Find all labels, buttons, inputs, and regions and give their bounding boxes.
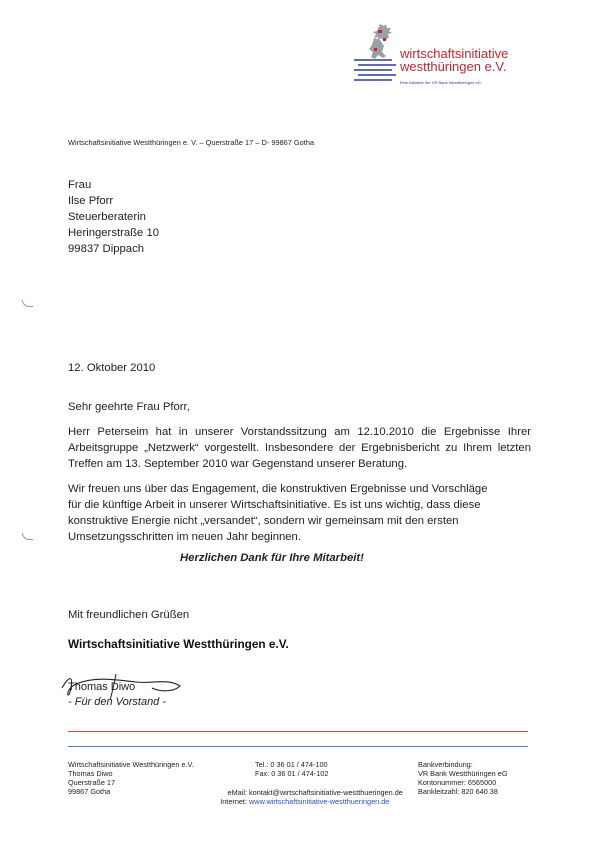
punch-hole-mark	[22, 533, 33, 540]
footer-bank	[418, 760, 508, 796]
logo-line-2: westthüringen e.V.	[400, 59, 507, 74]
footer-fax: Fax: 0 36 01 / 474-102	[255, 769, 329, 778]
punch-hole-mark	[22, 300, 33, 307]
closing-greeting: Mit freundlichen Grüßen	[68, 609, 190, 621]
internet-label: Internet:	[220, 797, 247, 806]
footer-blz: Bankleitzahl: 820 640 38	[418, 787, 498, 796]
footer-account: Kontonummer: 6565000	[418, 778, 497, 787]
recipient-line: Steuerberaterin	[68, 211, 146, 223]
organization-name: Wirtschaftsinitiative Westthüringen e.V.	[68, 637, 289, 651]
letter-date: 12. Oktober 2010	[68, 362, 156, 374]
paragraph-line: für die künftige Arbeit in unserer Wirtschaftsinitiative. Es ist uns wichtig, dass diese	[68, 499, 481, 511]
paragraph-line: Wir freuen uns über das Engagement, die konstruktiven Ergebnisse und Vorschläge	[68, 483, 488, 495]
signatory-role: - Für den Vorstand -	[68, 696, 167, 708]
logo-mark-icon	[352, 20, 400, 100]
paragraph-line: konstruktive Energie nicht „versandet“, sondern wir gemeinsam mit den ersten	[68, 515, 459, 527]
thanks-line: Herzlichen Dank für Ihre Mitarbeit!	[180, 552, 364, 564]
paragraph-line: Umsetzungsschritten im neuen Jahr beginnen.	[68, 531, 301, 543]
email-label: eMail:	[227, 788, 247, 797]
recipient-line: Frau	[68, 179, 92, 191]
footer-online-contact	[215, 788, 403, 806]
body-paragraph-1: Herr Peterseim hat in unserer Vorstandssitzung am 12.10.2010 die Ergebnisse Ihrer Arbeitsgruppe „Netzwerk“ vorgestellt. Insbesondere der Ergebnisbericht zu Ihrem letzten Treffen am 13. September 2010 war Gegenstand unserer Beratung.	[68, 426, 531, 470]
footer-city: 99867 Gotha	[68, 787, 111, 796]
footer-contact-name: Thomas Diwo	[68, 769, 113, 778]
website-link[interactable]: www.wirtschaftsinitiative-westthueringen.de	[249, 797, 390, 806]
footer-address	[68, 760, 194, 796]
footer-bank-name: VR Bank Westthüringen eG	[418, 769, 508, 778]
salutation: Sehr geehrte Frau Pforr,	[68, 401, 190, 413]
signatory-name: Thomas Diwo	[68, 681, 136, 693]
footer-org: Wirtschaftsinitiative Westthüringen e.V.	[68, 760, 194, 769]
footer-divider-red	[68, 731, 528, 732]
recipient-line: Ilse Pforr	[68, 195, 114, 207]
footer-phone	[255, 760, 328, 778]
footer-divider-blue	[68, 746, 528, 747]
recipient-address	[68, 177, 159, 257]
footer-street: Querstraße 17	[68, 778, 116, 787]
body-paragraph-2	[68, 481, 531, 545]
logo-line-1: wirtschaftsinitiative	[400, 46, 509, 61]
footer-bank-heading: Bankverbindung:	[418, 760, 473, 769]
organization-logo	[352, 20, 542, 100]
logo-tagline: Eine Initiative der VR Bank Westthüringen eG	[400, 80, 481, 85]
footer-tel: Tel.: 0 36 01 / 474-100	[255, 760, 328, 769]
logo-wordmark	[400, 47, 508, 73]
sender-return-address: Wirtschaftsinitiative Westthüringen e. V. – Querstraße 17 – D- 99867 Gotha	[68, 138, 315, 147]
recipient-line: 99837 Dippach	[68, 243, 145, 255]
recipient-line: Heringerstraße 10	[68, 227, 160, 239]
email-link[interactable]: kontakt@wirtschaftsinitiative-westthueringen.de	[249, 788, 403, 797]
